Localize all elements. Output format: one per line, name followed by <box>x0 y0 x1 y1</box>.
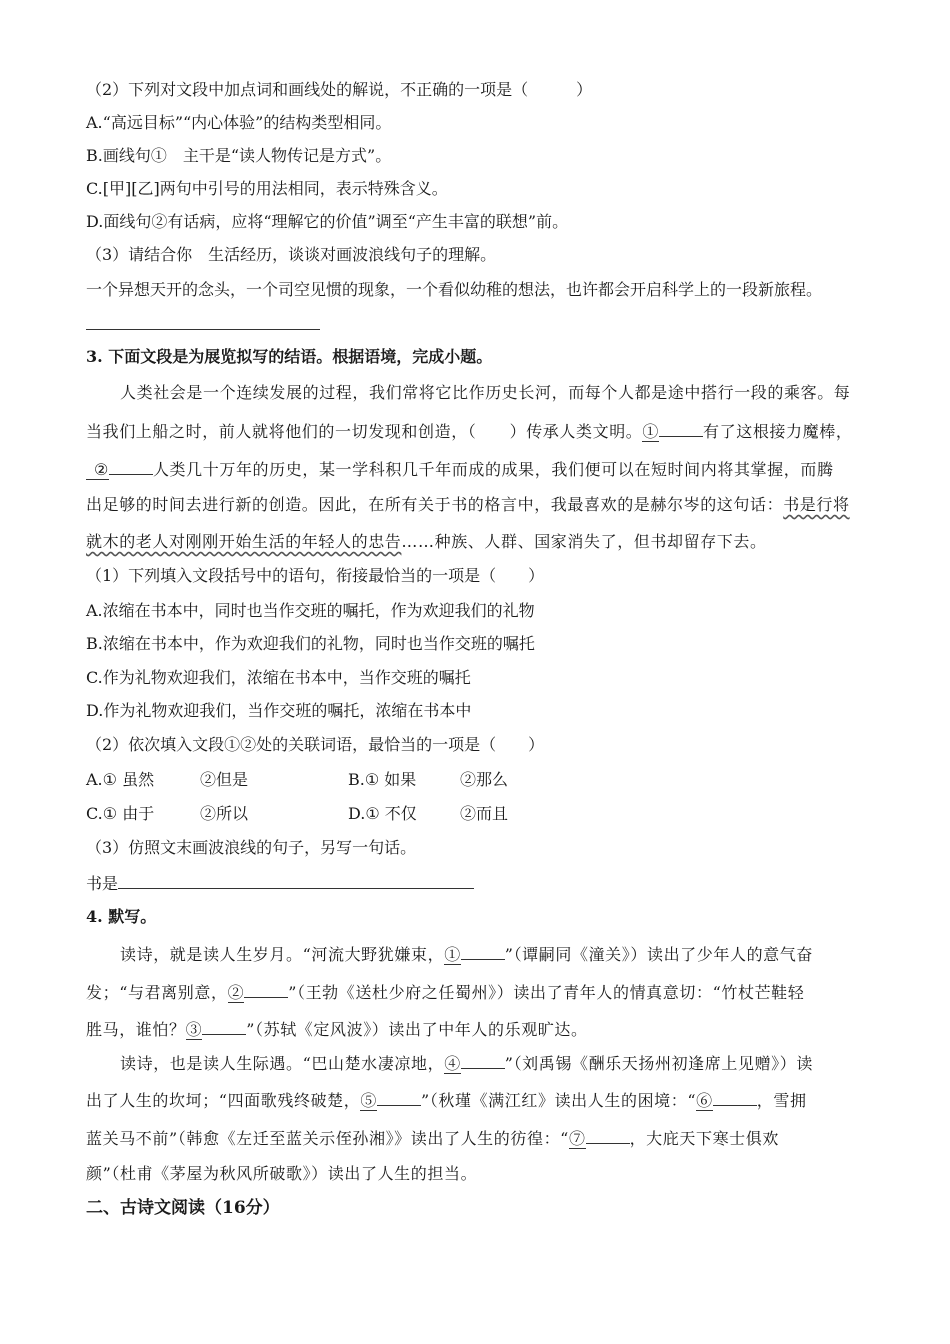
poem-text: 发；“与君离别意， <box>86 983 228 1002</box>
option-c-1: C.① 由于 <box>86 804 155 823</box>
poem-text: ”（苏轼《定风波》）读出了中年人的乐观旷达。 <box>246 1020 588 1039</box>
poem-text: ，雪拥 <box>756 1091 807 1110</box>
passage-line-5 <box>86 531 767 553</box>
poem-text: 蓝关马不前”（韩愈《左迁至蓝关示侄孙湘》》读出了人生的彷徨：“ <box>86 1129 569 1148</box>
option-b-1: B.① 如果 <box>348 770 417 789</box>
answer-line <box>86 329 320 330</box>
blank-5 <box>377 1088 421 1106</box>
passage-line-3 <box>86 457 834 481</box>
blank-6 <box>713 1088 757 1106</box>
blank-marker-1: ① <box>444 945 461 964</box>
option-b-2: ②那么 <box>460 770 509 789</box>
blank-1 <box>461 942 505 960</box>
poem-text: 读诗，就是读人生岁月。“河流大野犹嫌束， <box>120 945 445 964</box>
option-d: D.面线句②有话病，应将“理解它的价值”调至“产生丰富的联想”前。 <box>86 212 569 231</box>
poem-line-5 <box>86 1088 807 1112</box>
poem-line-2 <box>86 980 804 1004</box>
passage-text: 人类几十万年的历史，某一学科积几千年而成的成果，我们便可以在短时间内将其掌握，而腾 <box>152 460 834 479</box>
option-d: D.作为礼物欢迎我们，当作交班的嘱托，浓缩在书本中 <box>86 701 472 720</box>
blank-marker-2: ② <box>227 983 245 1002</box>
question-2: （2）下列对文段中加点词和画线处的解说，不正确的一项是（ ） <box>86 80 593 99</box>
poem-text: ”（秋瑾《满江红》读出人生的困境：“ <box>421 1091 697 1110</box>
poem-line-1 <box>120 942 813 966</box>
passage-text: ……种族、人群、国家消失了，但书却留存下去。 <box>401 532 767 551</box>
wavy-quote: 书是行将 <box>783 495 850 514</box>
blank-1 <box>659 419 703 437</box>
blank-marker-3: ③ <box>185 1020 203 1039</box>
blank-1-marker: ① <box>642 422 660 441</box>
wavy-sentence: 一个异想天开的念头，一个司空见惯的现象，一个看似幼稚的想法，也许都会开启科学上的一段新旅程。 <box>86 280 823 299</box>
passage-text: 当我们上船之时，前人就将他们的一切发现和创造，（ ）传承人类文明。 <box>86 422 643 441</box>
poem-text: ”（刘禹锡《酬乐天扬州初逢席上见赠》）读 <box>504 1054 813 1073</box>
option-b: B.画线句① 主干是“读人物传记是方式”。 <box>86 146 392 165</box>
section-2-heading: 二、古诗文阅读（16分） <box>86 1198 280 1218</box>
option-a-2: ②但是 <box>200 770 249 789</box>
blank-2 <box>109 457 153 475</box>
option-c: C.[甲][乙]两句中引号的用法相同，表示特殊含义。 <box>86 179 448 198</box>
passage-text: 出足够的时间去进行新的创造。因此，在所有关于书的格言中，我最喜欢的是赫尔岑的这句话： <box>86 495 784 514</box>
option-c-2: ②所以 <box>200 804 249 823</box>
option-d-1: D.① 不仅 <box>348 804 417 823</box>
poem-text: 读诗，也是读人生际遇。“巴山楚水凄凉地， <box>120 1054 445 1073</box>
blank-2 <box>244 980 288 998</box>
passage-line-2 <box>86 419 852 443</box>
question-3-1: （1）下列填入文段括号中的语句，衔接最恰当的一项是（ ） <box>86 566 545 585</box>
option-a: A.浓缩在书本中，同时也当作交班的嘱托，作为欢迎我们的礼物 <box>86 601 535 620</box>
option-c: C.作为礼物欢迎我们，浓缩在书本中，当作交班的嘱托 <box>86 668 471 687</box>
blank-7 <box>586 1126 630 1144</box>
answer-blank <box>118 871 474 889</box>
option-a: A.“高远目标”“内心体验”的结构类型相同。 <box>86 113 392 132</box>
blank-marker-5: ⑤ <box>360 1091 377 1110</box>
poem-line-3 <box>86 1017 588 1041</box>
passage-line-1: 人类社会是一个连续发展的过程，我们常将它比作历史长河，而每个人都是途中搭行一段的乘客。每 <box>120 383 851 402</box>
option-b: B.浓缩在书本中，作为欢迎我们的礼物，同时也当作交班的嘱托 <box>86 634 535 653</box>
poem-line-7: 颜”（杜甫《茅屋为秋风所破歌》）读出了人生的担当。 <box>86 1164 478 1183</box>
blank-2-marker: ② <box>86 460 109 480</box>
answer-prefix: 书是 <box>86 874 119 893</box>
wavy-quote: 就木的老人对刚刚开始生活的年轻人的忠告 <box>86 532 402 551</box>
poem-text: 出了人生的坎坷；“四面歌残终破楚， <box>86 1091 361 1110</box>
question-3-3: （3）仿照文末画波浪线的句子，另写一句话。 <box>86 838 417 857</box>
blank-3 <box>202 1017 246 1035</box>
section-4-heading: 4. 默写。 <box>86 907 157 926</box>
poem-line-4 <box>120 1051 813 1075</box>
blank-marker-6: ⑥ <box>696 1091 713 1110</box>
poem-text: ，大庇天下寒士俱欢 <box>629 1129 779 1148</box>
blank-marker-4: ④ <box>444 1054 461 1073</box>
poem-text: 胜马，谁怕？ <box>86 1020 186 1039</box>
option-d-2: ②而且 <box>460 804 509 823</box>
blank-marker-7: ⑦ <box>568 1129 586 1148</box>
passage-text: 有了这根接力魔棒， <box>703 422 853 441</box>
section-3-heading: 3. 下面文段是为展览拟写的结语。根据语境，完成小题。 <box>86 347 493 366</box>
question-3: （3）请结合你 生活经历，谈谈对画波浪线句子的理解。 <box>86 245 497 264</box>
blank-4 <box>461 1051 505 1069</box>
question-3-2: （2）依次填入文段①②处的关联词语，最恰当的一项是（ ） <box>86 735 545 754</box>
answer-row <box>86 871 474 895</box>
poem-text: ”（谭嗣同《潼关》）读出了少年人的意气奋 <box>504 945 813 964</box>
passage-line-4 <box>86 494 850 516</box>
option-a-1: A.① 虽然 <box>86 770 155 789</box>
poem-line-6 <box>86 1126 779 1150</box>
poem-text: ”（王勃《送杜少府之任蜀州》）读出了青年人的情真意切：“竹杖芒鞋轻 <box>288 983 805 1002</box>
